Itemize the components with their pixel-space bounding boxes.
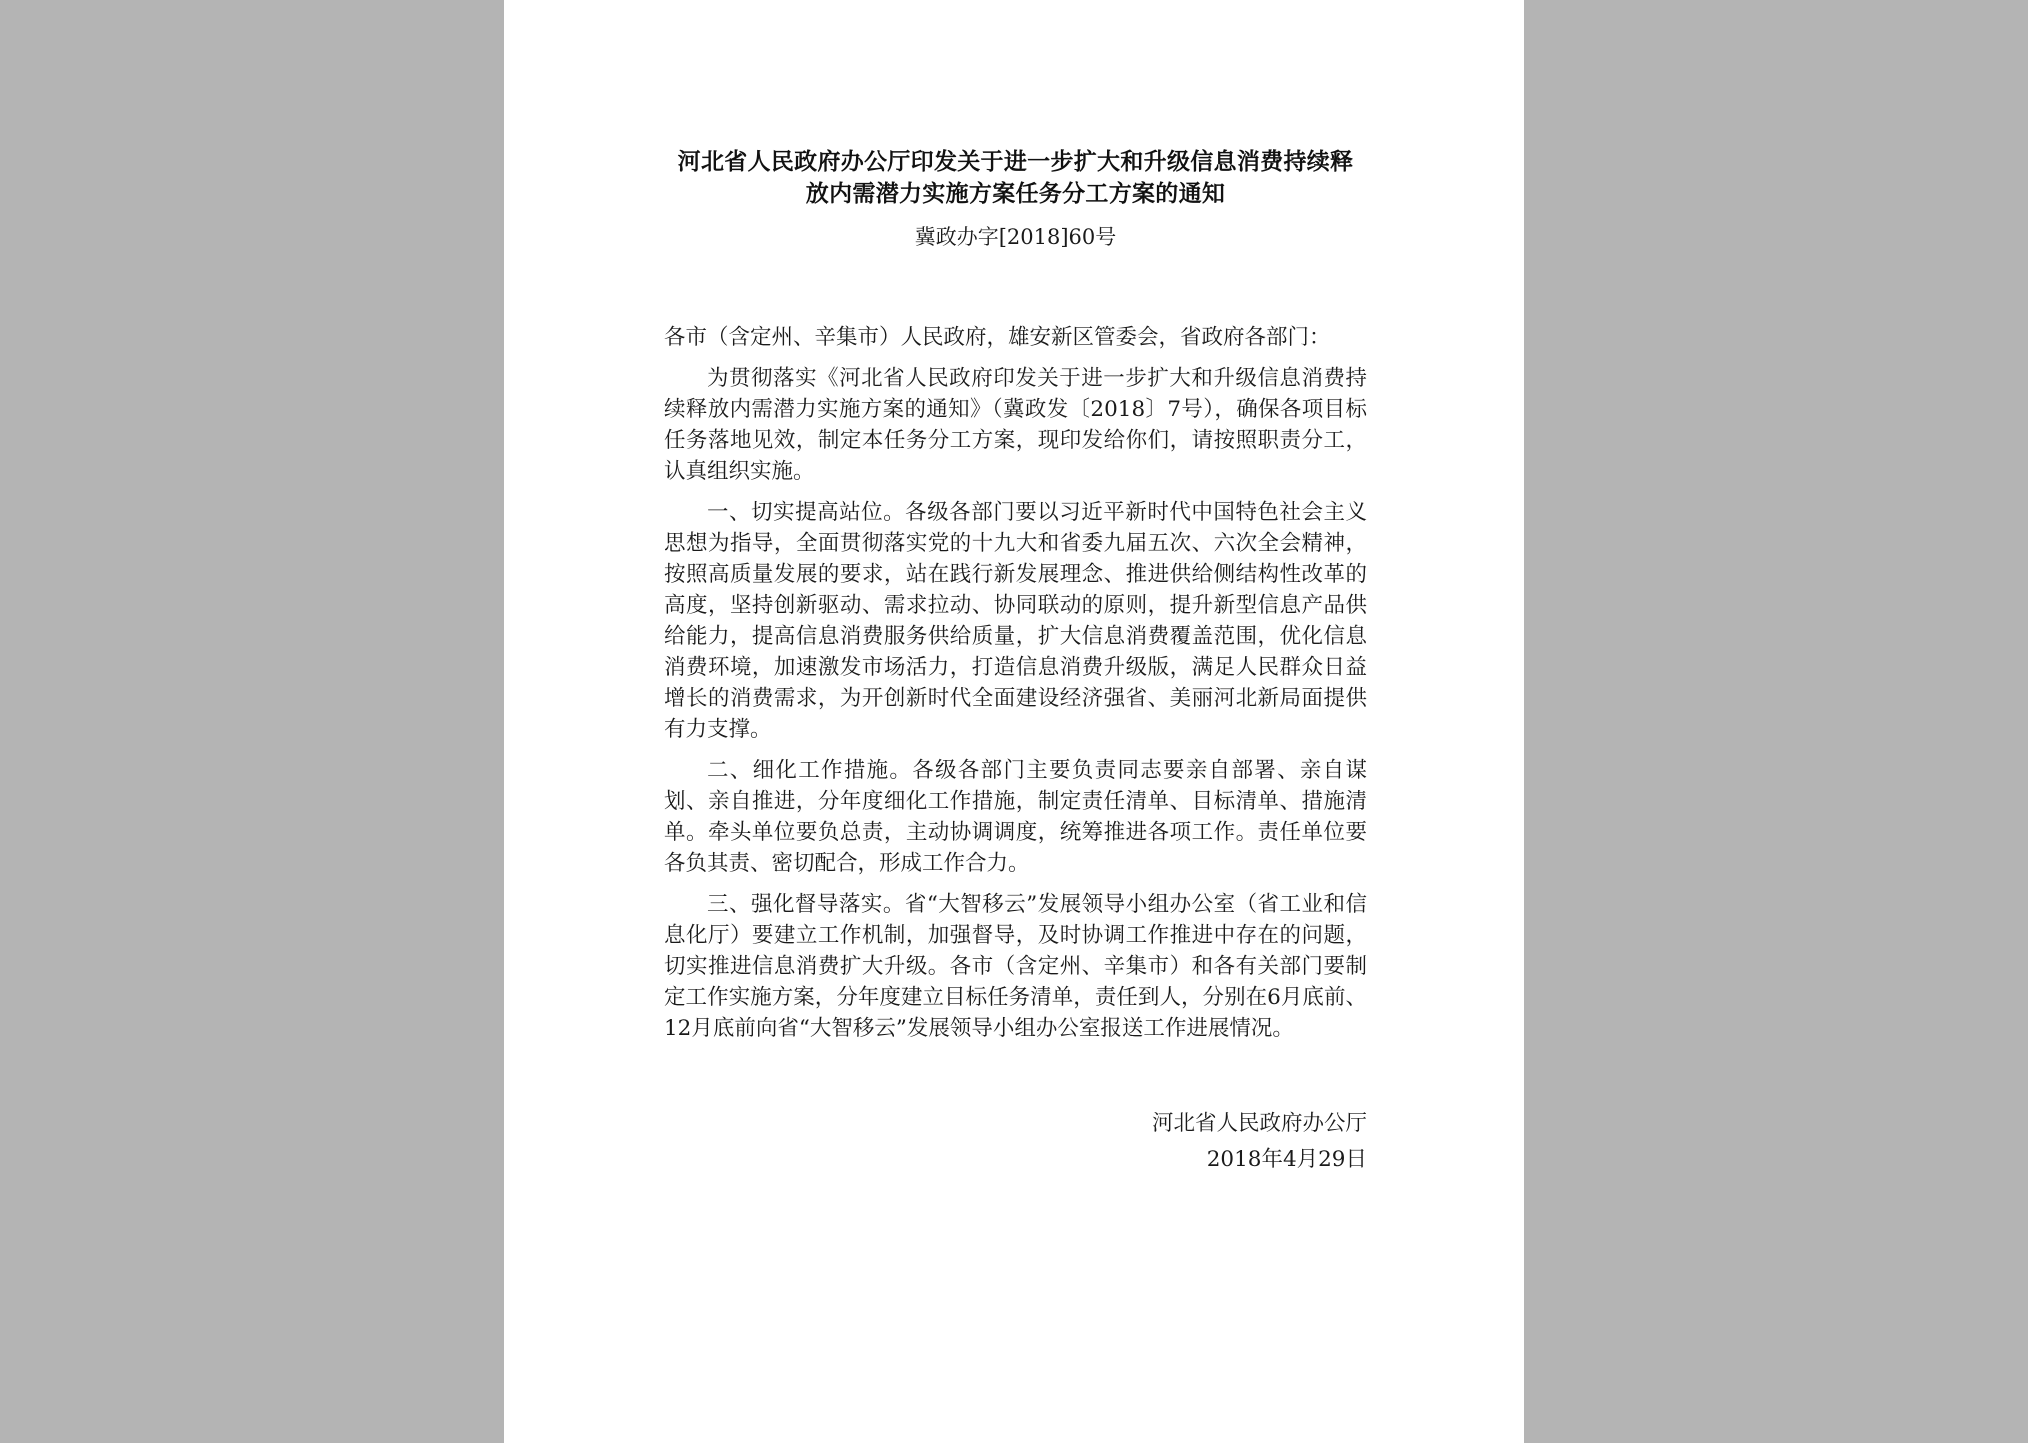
document-page bbox=[504, 0, 1524, 1443]
document-number: 冀政办字[2018]60号 bbox=[914, 225, 1117, 249]
title-line-1: 河北省人民政府办公厅印发关于进一步扩大和升级信息消费持续释 bbox=[677, 149, 1354, 175]
signature-block bbox=[664, 1106, 1367, 1178]
title-line-2: 放内需潜力实施方案任务分工方案的通知 bbox=[805, 181, 1226, 207]
issuer-name: 河北省人民政府办公厅 bbox=[1151, 1111, 1367, 1136]
paragraph-intro: 为贯彻落实《河北省人民政府印发关于进一步扩大和升级信息消费持续释放内需潜力实施方案的通知》（冀政发〔2018〕7号），确保各项目标任务落地见效，制定本任务分工方案，现印发给你们，请按照职责分工，认真组织实施。 bbox=[664, 366, 1367, 484]
document-title bbox=[664, 146, 1367, 210]
paragraph-section-1: 一、切实提高站位。各级各部门要以习近平新时代中国特色社会主义思想为指导，全面贯彻落实党的十九大和省委九届五次、六次全会精神，按照高质量发展的要求，站在践行新发展理念、推进供给侧结构性改革的高度，坚持创新驱动、需求拉动、协同联动的原则，提升新型信息产品供给能力，提高信息消费服务供给质量，扩大信息消费覆盖范围，优化信息消费环境，加速激发市场活力，打造信息消费升级版，满足人民群众日益增长的消费需求，为开创新时代全面建设经济强省、美丽河北新局面提供有力支撑。 bbox=[664, 500, 1367, 742]
salutation: 各市（含定州、辛集市）人民政府，雄安新区管委会，省政府各部门： bbox=[664, 325, 1331, 350]
paragraph-section-2: 二、细化工作措施。各级各部门主要负责同志要亲自部署、亲自谋划、亲自推进，分年度细化工作措施，制定责任清单、目标清单、措施清单。牵头单位要负总责，主动协调调度，统筹推进各项工作。责任单位要各负其责、密切配合，形成工作合力。 bbox=[664, 758, 1367, 876]
paragraph-section-3: 三、强化督导落实。省“大智移云”发展领导小组办公室（省工业和信息化厅）要建立工作机制，加强督导，及时协调工作推进中存在的问题，切实推进信息消费扩大升级。各市（含定州、辛集市）和各有关部门要制定工作实施方案，分年度建立目标任务清单，责任到人，分别在6月底前、12月底前向省“大智移云”发展领导小组办公室报送工作进展情况。 bbox=[664, 892, 1367, 1041]
issue-date: 2018年4月29日 bbox=[1206, 1147, 1367, 1172]
